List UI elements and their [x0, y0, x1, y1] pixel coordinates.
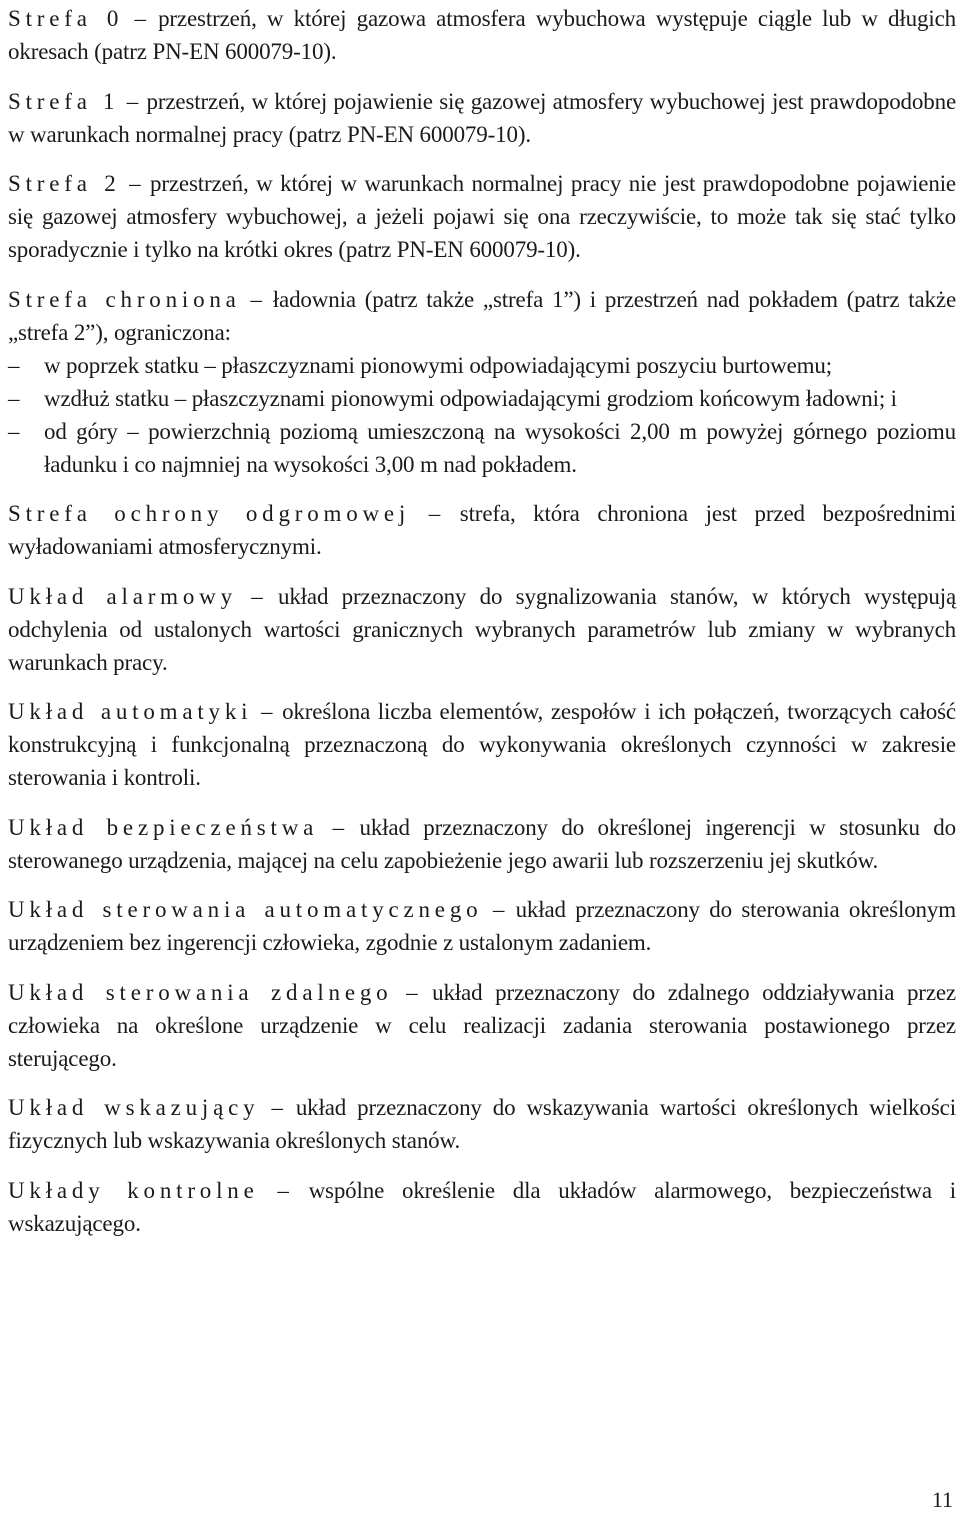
definition-text: układ przeznaczony do sygnalizowania stanów, w których występują odchylenia od ustalonych wartości granicznych wybranych parametrów lub zmiany w wybranych warunkach pracy.	[8, 583, 957, 675]
definition-dash: –	[271, 1095, 283, 1120]
definition-strefa-ochrony-odgromowej	[8, 497, 956, 563]
definition-dash: –	[406, 979, 418, 1005]
dash-bullet: –	[8, 352, 20, 378]
definition-term: Strefa chroniona	[8, 286, 241, 312]
definition-term: Strefa ochrony odgromowej	[8, 501, 411, 526]
definition-term: Strefa 2	[8, 171, 121, 196]
list-item-text: od góry – powierzchnią poziomą umieszczoną na wysokości 2,00 m powyżej górnego poziomu ładunku i co najmniej na wysokości 3,00 m nad pokładem.	[44, 418, 956, 477]
dash-bullet: –	[8, 385, 20, 411]
definition-text: układ przeznaczony do zdalnego oddziaływania przez człowieka na określone urządzenie w celu realizacji zadania sterowania postawionego przez sterującego.	[8, 979, 956, 1071]
definition-uklad-alarmowy	[8, 580, 956, 679]
document-page	[8, 2, 956, 1256]
dash-bullet: –	[8, 418, 20, 444]
definition-strefa-1	[8, 85, 956, 151]
list-item	[8, 382, 956, 415]
definition-dash: –	[129, 171, 141, 196]
definition-text: układ przeznaczony do wskazywania wartości określonych wielkości fizycznych lub wskazywania określonych stanów.	[8, 1095, 956, 1153]
definition-text: układ przeznaczony do sterowania określonym urządzeniem bez ingerencji człowieka, zgodnie z ustalonym zadaniem.	[8, 897, 956, 955]
list-item	[8, 349, 956, 382]
definition-dash: –	[134, 6, 146, 31]
definition-text: przestrzeń, w której gazowa atmosfera wybuchowa występuje ciągle lub w długich okresach (patrz PN-EN 600079-10).	[8, 6, 956, 64]
definition-term: Układy kontrolne	[8, 1177, 259, 1203]
definition-term: Układ automatyki	[8, 699, 253, 724]
definition-dash: –	[251, 583, 263, 609]
definition-dash: –	[428, 501, 441, 526]
definition-text: wspólne określenie dla układów alarmowego, bezpieczeństwa i wskazującego.	[8, 1177, 956, 1236]
page-number: 11	[931, 1487, 953, 1512]
definition-dash: –	[250, 286, 262, 312]
definition-text: określona liczba elementów, zespołów i ich połączeń, tworzących całość konstrukcyjną i funkcjonalną przeznaczoną do wykonywania określonych czynności w zakresie sterowania i kontroli.	[8, 699, 956, 790]
definition-uklad-sterowania-zdalnego	[8, 976, 956, 1075]
definition-uklad-bezpieczenstwa	[8, 811, 956, 877]
list-item-text: w poprzek statku – płaszczyznami pionowymi odpowiadającymi poszyciu burtowemu;	[44, 352, 832, 378]
definition-text: przestrzeń, w której w warunkach normalnej pracy nie jest prawdopodobne pojawienie się gazowej atmosfery wybuchowej, a jeżeli pojawi się ona rzeczywiście, to może tak się stać tylko sporadycznie i tylko na krótki okres (patrz PN-EN 600079-10).	[8, 171, 956, 262]
list-item	[8, 415, 956, 481]
list-item-text: wzdłuż statku – płaszczyznami pionowymi odpowiadającymi grodziom końcowym ładowni; i	[44, 385, 897, 411]
definition-uklad-wskazujacy	[8, 1091, 956, 1157]
definition-uklad-sterowania-automatycznego	[8, 893, 956, 959]
definition-dash: –	[492, 897, 505, 922]
definition-dash: –	[261, 699, 273, 724]
definition-text: strefa, która chroniona jest przed bezpośrednimi wyładowaniami atmosferycznymi.	[8, 501, 956, 559]
definition-term: Układ sterowania zdalnego	[8, 979, 393, 1005]
definition-term: Układ alarmowy	[8, 583, 237, 609]
definition-dash: –	[277, 1177, 289, 1203]
definition-text: ładownia (patrz także „strefa 1”) i przestrzeń nad pokładem (patrz także „strefa 2”), ograniczona:	[8, 286, 956, 345]
definition-term: Układ wskazujący	[8, 1095, 260, 1120]
definition-strefa-2	[8, 167, 956, 266]
definition-uklady-kontrolne	[8, 1174, 956, 1240]
definition-strefa-chroniona	[8, 283, 956, 481]
definition-text: układ przeznaczony do określonej ingerencji w stosunku do sterowanego urządzenia, mającej na celu zapobieżenie jego awarii lub rozszerzeniu jej skutków.	[8, 814, 956, 873]
definition-term: Strefa 1	[8, 88, 120, 114]
boundary-list	[8, 349, 956, 481]
definition-term: Układ sterowania automatycznego	[8, 897, 483, 922]
definition-term: Układ bezpieczeństwa	[8, 814, 319, 840]
definition-text: przestrzeń, w której pojawienie się gazowej atmosfery wybuchowej jest prawdopodobne w warunkach normalnej pracy (patrz PN-EN 600079-10).	[8, 88, 956, 147]
definition-term: Strefa 0	[8, 6, 124, 31]
definition-strefa-0	[8, 2, 956, 68]
definition-dash: –	[332, 814, 344, 840]
definition-dash: –	[126, 88, 139, 114]
definition-intro	[8, 283, 956, 349]
definition-uklad-automatyki	[8, 695, 956, 794]
